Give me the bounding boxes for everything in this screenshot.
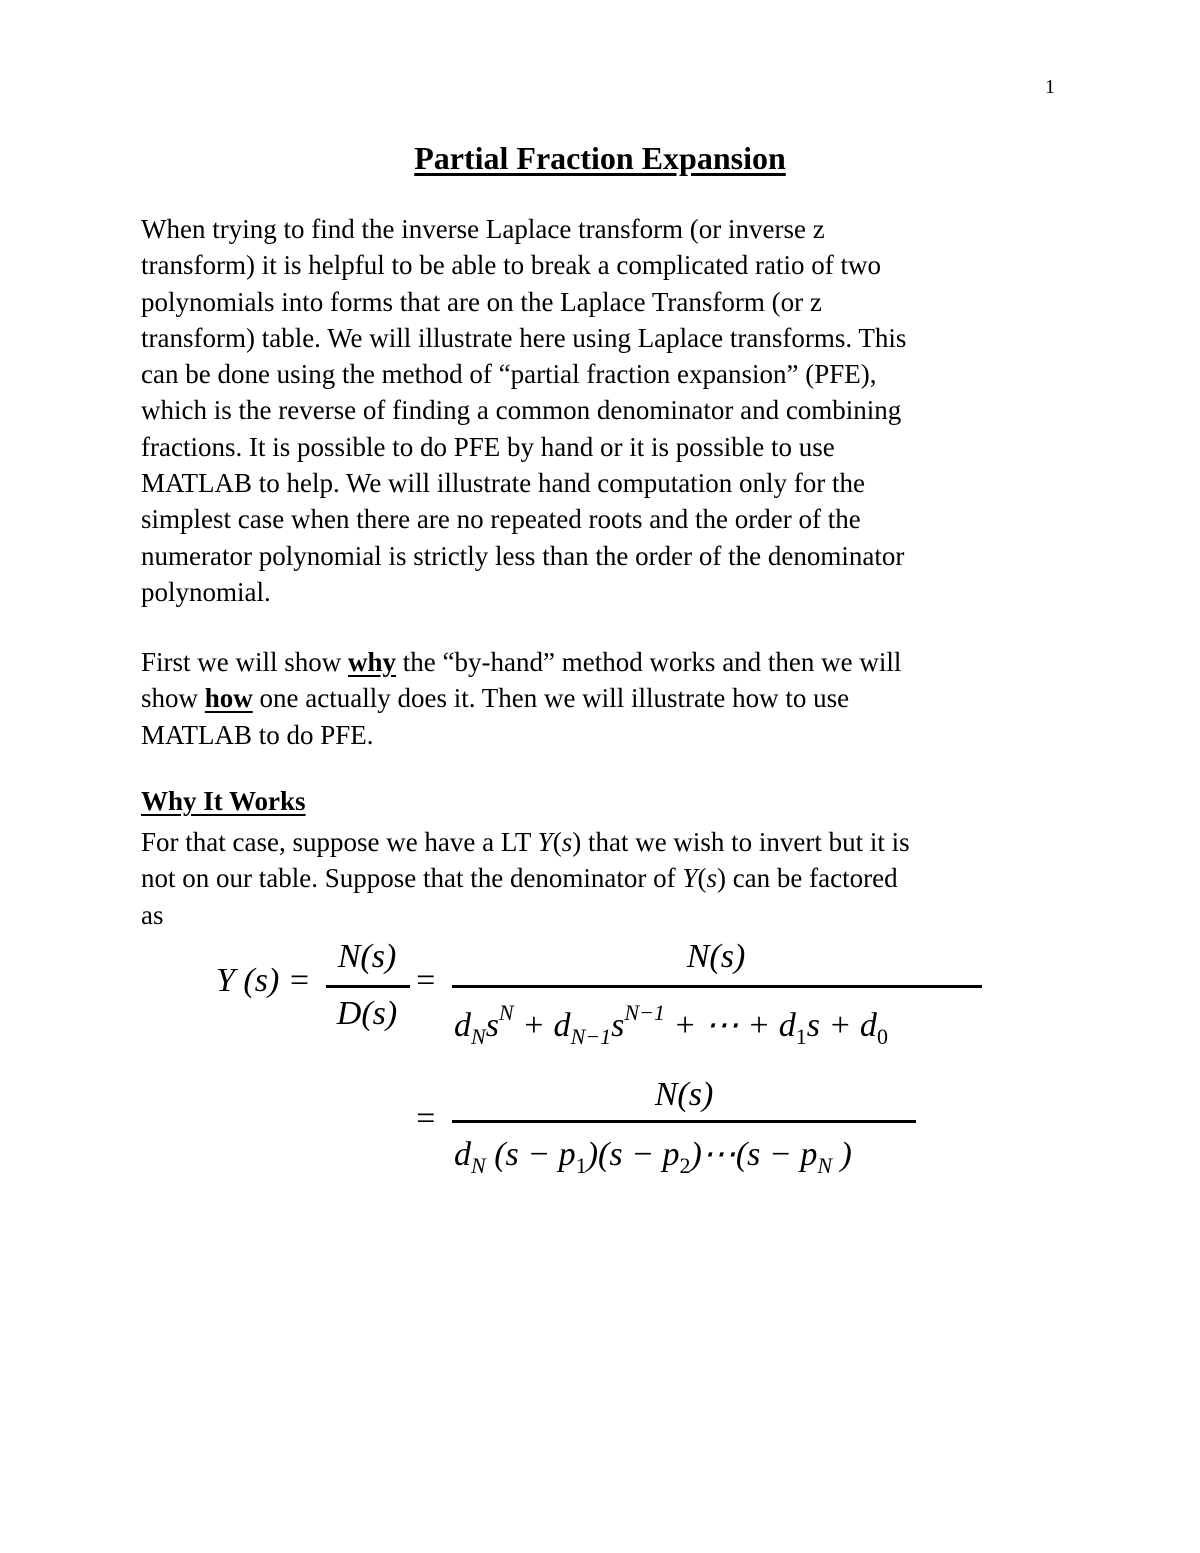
page-number: 1 xyxy=(1045,76,1055,98)
text-line: can be done using the method of “partial fraction expansion” (PFE), xyxy=(141,359,877,390)
equals-sign: = xyxy=(414,962,437,999)
fraction-numerator: N(s) xyxy=(686,938,746,975)
intro-paragraph xyxy=(141,211,1061,610)
text-line: not on our table. Suppose that the denominator of Y(s) can be factored xyxy=(141,863,898,894)
text-line: fractions. It is possible to do PFE by hand or it is possible to use xyxy=(141,431,835,462)
text-line: When trying to find the inverse Laplace transform (or inverse z xyxy=(141,214,825,244)
fraction-bar xyxy=(452,1120,916,1123)
text-line: simplest case when there are no repeated roots and the order of the xyxy=(141,504,861,535)
fraction-bar xyxy=(452,985,982,988)
text-line: MATLAB to help. We will illustrate hand computation only for the xyxy=(141,468,865,499)
text-line: as xyxy=(141,899,164,930)
emphasis-how: how xyxy=(204,683,253,714)
section-heading: Why It Works xyxy=(141,786,306,816)
text-line: First we will show why the “by-hand” method works and then we will xyxy=(141,647,902,677)
text-line: polynomial. xyxy=(141,576,271,607)
overview-paragraph xyxy=(141,644,1061,753)
text-line: transform) table. We will illustrate here using Laplace transforms. This xyxy=(141,322,907,353)
text-line: numerator polynomial is strictly less than the order of the denominator xyxy=(141,540,905,571)
text-line: MATLAB to do PFE. xyxy=(141,719,374,750)
document-title: Partial Fraction Expansion xyxy=(414,140,786,176)
text-line: show how one actually does it. Then we will illustrate how to use xyxy=(141,683,850,714)
polynomial-denominator: $d_Ns^N + d_{N-1}s^{N-1}$ + ⋯ + $d_1s + d_0$ xyxy=(454,1000,888,1049)
text-line: transform) it is helpful to be able to break a complicated ratio of two xyxy=(141,250,882,281)
fraction-numerator: N(s) xyxy=(337,938,397,975)
fraction-numerator: N(s) xyxy=(654,1076,714,1113)
text-line: For that case, suppose we have a LT Y(s) that we wish to invert but it is xyxy=(141,827,910,857)
equation-lhs: Y (s) = xyxy=(216,962,311,999)
why-it-works-paragraph xyxy=(141,824,1061,933)
text-line: polynomials into forms that are on the Laplace Transform (or z xyxy=(141,286,822,317)
fraction-denominator: D(s) xyxy=(336,995,398,1032)
text-line: which is the reverse of finding a common denominator and combining xyxy=(141,395,902,426)
factored-denominator: $d_N$ $(s - p_1)(s$ − $p_2)\cdots(s - p_N$ ) xyxy=(454,1136,852,1178)
emphasis-why: why xyxy=(348,647,397,677)
fraction-bar xyxy=(326,985,410,988)
equals-sign: = xyxy=(414,1100,437,1137)
